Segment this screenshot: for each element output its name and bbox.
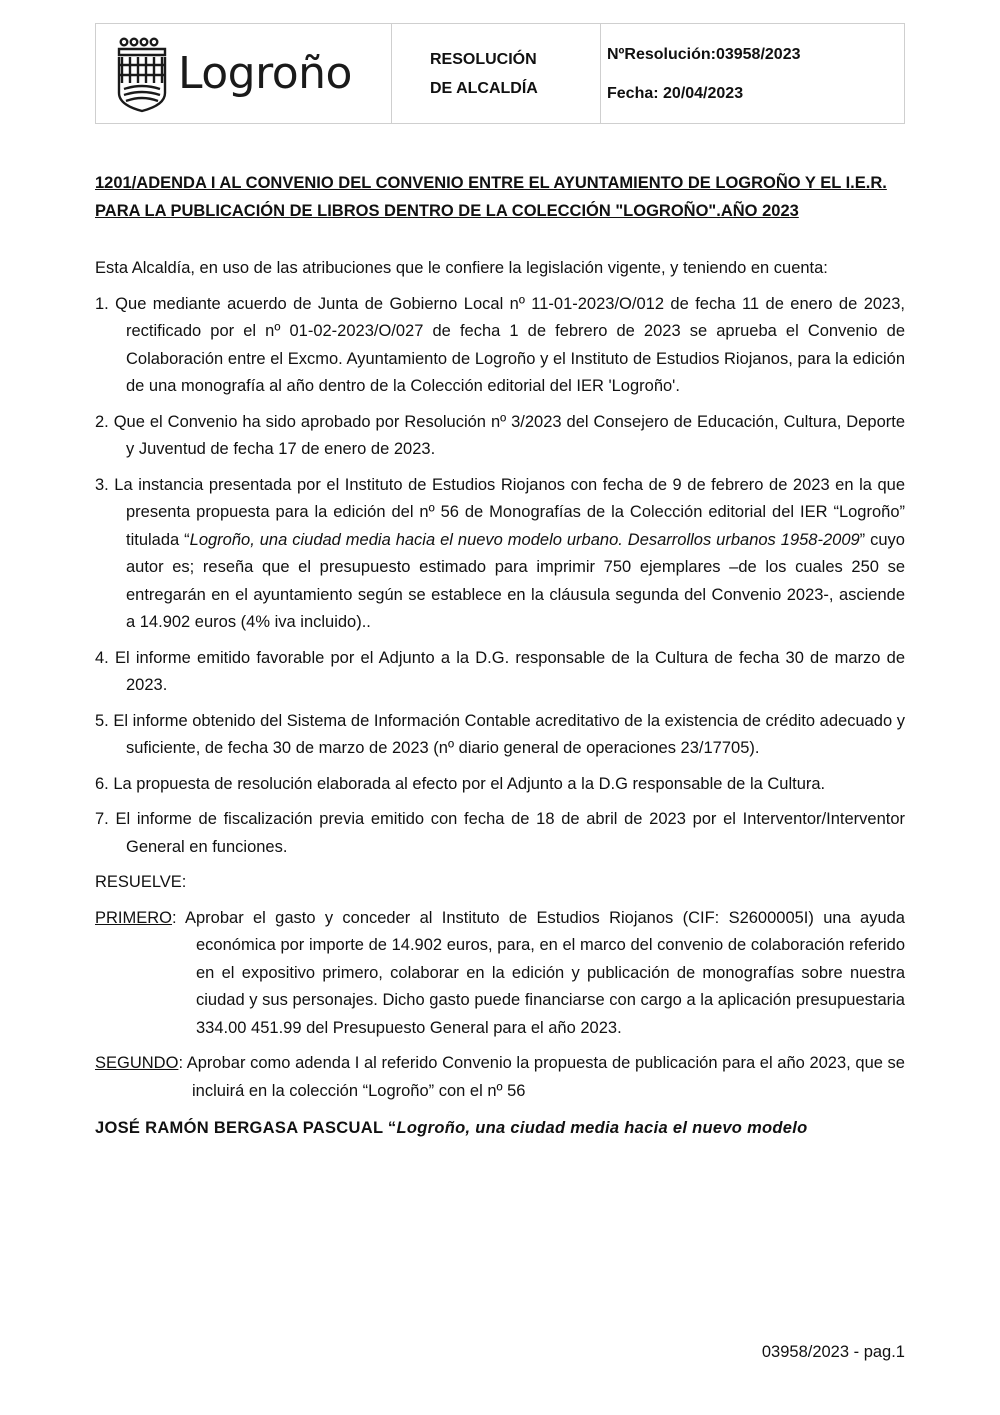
resolution-number: NºResolución:03958/2023 <box>607 45 801 63</box>
list-item-7: 7. El informe de fiscalización previa emitido con fecha de 18 de abril de 2023 por el Interventor/Interventor General en funciones. <box>95 810 905 856</box>
list-item-3 <box>95 472 905 637</box>
author-book-title: Logroño, una ciudad media hacia el nuevo modelo <box>396 1119 808 1137</box>
list-item-4: 4. El informe emitido favorable por el Adjunto a la D.G. responsable de la Cultura de fecha 30 de marzo de 2023. <box>95 648 905 694</box>
resuelve-heading: RESUELVE: <box>95 873 187 891</box>
intro-paragraph: Esta Alcaldía, en uso de las atribuciones que le confiere la legislación vigente, y teniendo en cuenta: <box>95 259 828 277</box>
city-shield-icon <box>116 35 168 113</box>
document-body <box>95 170 905 1143</box>
decision-primero <box>92 905 905 1043</box>
item3-text-start: 3. La instancia presentada por el Instituto de Estudios Riojanos con fecha de 9 de febrero de 2023 en la que presenta propuesta para la edición del nº 56 de Monografías de la Colección editorial del IER “Logroño” titulada “ <box>95 475 905 549</box>
resolution-type <box>392 24 601 123</box>
resolution-meta <box>601 24 904 123</box>
segundo-label: SEGUNDO <box>95 1054 179 1072</box>
resolution-type-line2: DE ALCALDÍA <box>430 79 538 97</box>
primero-label: PRIMERO <box>95 908 173 927</box>
primero-text: : Aprobar el gasto y conceder al Instituto de Estudios Riojanos (CIF: S2600005I) una ayuda económica por importe de 14.902 euros, para, en el marco del convenio de colaboración referido en el expositivo primero, colaborar en la edición y publicación de monografías sobre nuestra ciudad y sus personajes. Dicho gasto puede financiarse con cargo a la aplicación presupuestaria 334.00 451.99 del Presupuesto General para el año 2023. <box>172 908 905 1037</box>
resolution-date: Fecha: 20/04/2023 <box>607 84 744 102</box>
list-item-1: 1. Que mediante acuerdo de Junta de Gobierno Local nº 11-01-2023/O/012 de fecha 11 de enero de 2023, rectificado por el nº 01-02-2023/O/027 de fecha 1 de febrero de 2023 se aprueba el Convenio de Colaboración entre el Excmo. Ayuntamiento de Logroño y el Instituto de Estudios Riojanos, para la edición de una monografía al año dentro de la Colección editorial del IER 'Logroño'. <box>95 294 905 395</box>
resolution-type-line1: RESOLUCIÓN <box>430 50 537 68</box>
author-name: JOSÉ RAMÓN BERGASA PASCUAL “ <box>95 1119 397 1137</box>
list-item-5: 5. El informe obtenido del Sistema de Información Contable acreditativo de la existencia de crédito adecuado y suficiente, de fecha 30 de marzo de 2023 (nº diario general de operaciones 23/17705). <box>95 711 905 757</box>
page-number: 03958/2023 - pag.1 <box>761 1343 905 1361</box>
item3-text-end: ” cuyo autor es; reseña que el presupuesto estimado para imprimir 750 ejemplares –de los cuales 250 se entregarán en el ayuntamiento según se establece en la cláusula segunda del Convenio 2023-, asciende a 14.902 euros (4% iva incluido).. <box>126 530 905 631</box>
logo-cell <box>96 24 392 123</box>
city-logo-text: Logroño <box>178 48 352 99</box>
decision-segundo <box>95 1050 905 1105</box>
list-item-2: 2. Que el Convenio ha sido aprobado por Resolución nº 3/2023 del Consejero de Educación, Cultura, Deporte y Juventud de fecha 17 de enero de 2023. <box>95 412 905 458</box>
segundo-text: : Aprobar como adenda I al referido Convenio la propuesta de publicación para el año 2023, que se incluirá en la colección “Logroño” con el nº 56 <box>178 1054 905 1100</box>
list-item-6: 6. La propuesta de resolución elaborada al efecto por el Adjunto a la D.G responsable de la Cultura. <box>95 774 826 793</box>
document-header <box>95 23 905 124</box>
author-line <box>95 1115 905 1143</box>
document-title: 1201/ADENDA I AL CONVENIO DEL CONVENIO ENTRE EL AYUNTAMIENTO DE LOGROÑO Y EL I.E.R. PARA LA PUBLICACIÓN DE LIBROS DENTRO DE LA COLECCIÓN "LOGROÑO".AÑO 2023 <box>95 174 887 220</box>
book-title: Logroño, una ciudad media hacia el nuevo modelo urbano. Desarrollos urbanos 1958-2009 <box>189 530 860 549</box>
